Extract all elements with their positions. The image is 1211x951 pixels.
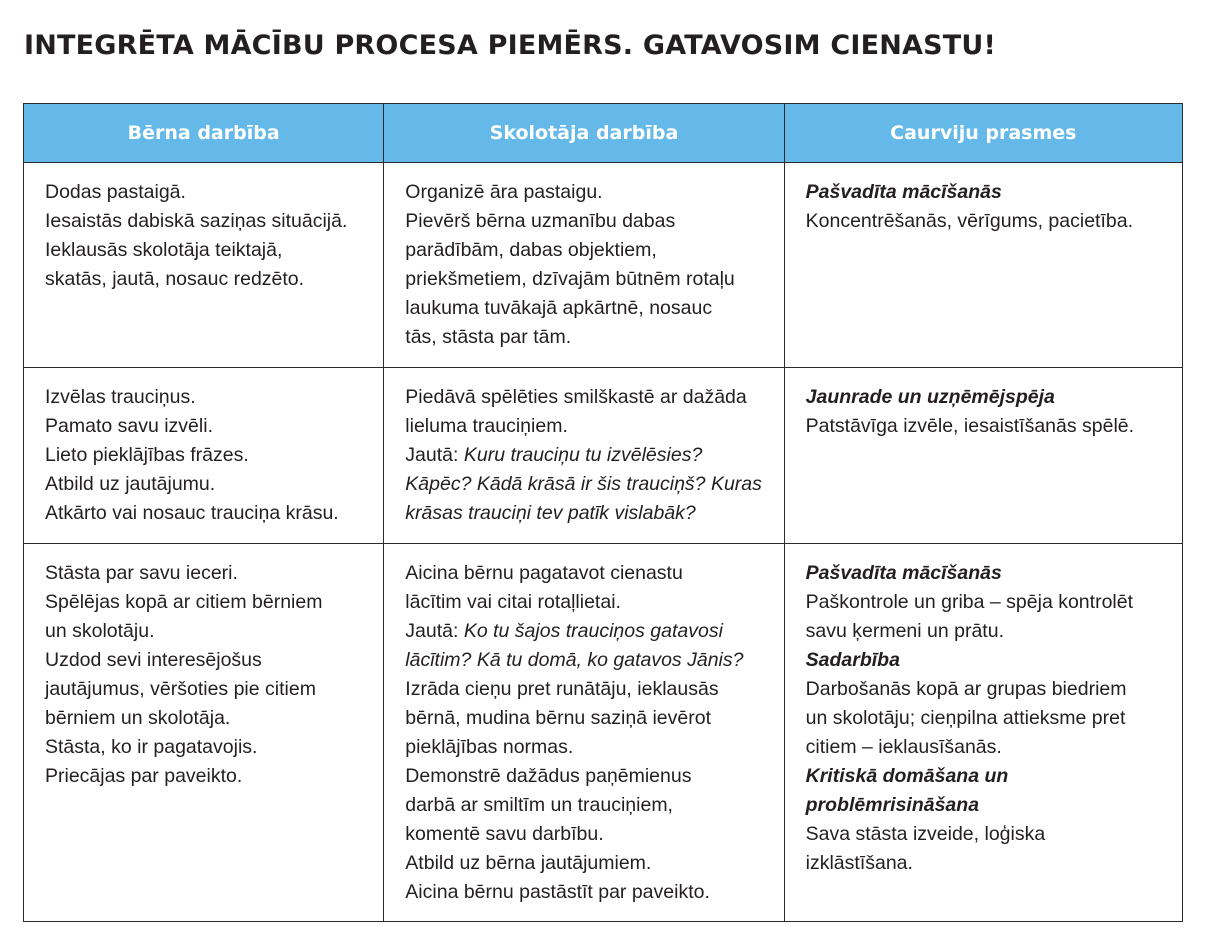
question-text: Kuru trauciņu tu izvēlēsies? [463, 444, 703, 466]
skill-heading: Kritiskā domāšana un [805, 765, 1009, 787]
text-line: Iesaistās dabiskā saziņas situācijā. [45, 210, 348, 232]
skill-heading: Sadarbība [805, 649, 900, 671]
text-line: Uzdod sevi interesējošus [45, 649, 262, 671]
table-header-row [24, 104, 1183, 163]
text-line: Atbild uz jautājumu. [45, 473, 216, 495]
skill-heading: problēmrisināšana [805, 794, 980, 816]
text-line: Atkārto vai nosauc trauciņa krāsu. [45, 502, 339, 524]
text-line: un skolotāju. [45, 620, 155, 642]
text-line: Spēlējas kopā ar citiem bērniem [45, 591, 323, 613]
text-line: Aicina bērnu pastāstīt par paveikto. [405, 881, 710, 903]
skill-heading: Jaunrade un uzņēmējspēja [805, 386, 1055, 408]
question-prefix: Jautā: [405, 444, 464, 466]
skill-description: citiem – ieklausīšanās. [805, 736, 1002, 758]
skill-description: izklāstīšana. [805, 852, 913, 874]
column-header-transversal-skills: Caurviju prasmes [784, 104, 1182, 163]
skill-description: un skolotāju; cieņpilna attieksme pret [805, 707, 1126, 729]
teacher-activity-cell [384, 163, 784, 368]
text-line: tās, stāsta par tām. [405, 326, 572, 348]
teacher-activity-cell [384, 544, 784, 922]
question-text: Kāpēc? Kādā krāsā ir šis trauciņš? Kuras [405, 473, 762, 495]
skill-heading: Pašvadīta mācīšanās [805, 181, 1002, 203]
text-line: Izrāda cieņu pret runātāju, ieklausās [405, 678, 719, 700]
skill-description: Koncentrēšanās, vērīgums, pacietība. [805, 210, 1133, 232]
text-line: bērniem un skolotāja. [45, 707, 231, 729]
text-line: Lieto pieklājības frāzes. [45, 444, 249, 466]
text-line: skatās, jautā, nosauc redzēto. [45, 268, 305, 290]
skill-description: Paškontrole un griba – spēja kontrolēt [805, 591, 1134, 613]
column-header-teacher-activity: Skolotāja darbība [384, 104, 784, 163]
question-prefix: Jautā: [405, 620, 464, 642]
text-line: lieluma trauciņiem. [405, 415, 568, 437]
text-line: lācītim vai citai rotaļlietai. [405, 591, 621, 613]
question-text: Ko tu šajos trauciņos gatavosi [463, 620, 723, 642]
text-line: Priecājas par paveikto. [45, 765, 243, 787]
child-activity-cell [24, 368, 384, 544]
question-line [405, 617, 773, 646]
text-line: darbā ar smiltīm un trauciņiem, [405, 794, 673, 816]
text-line: bērnā, mudina bērnu saziņā ievērot [405, 707, 711, 729]
page-title: INTEGRĒTA MĀCĪBU PROCESA PIEMĒRS. GATAVOSIM CIENASTU! [24, 30, 997, 61]
question-line [405, 441, 773, 470]
question-text: krāsas trauciņi tev patīk vislabāk? [405, 502, 696, 524]
column-header-child-activity: Bērna darbība [24, 104, 384, 163]
text-line: priekšmetiem, dzīvajām būtnēm rotaļu [405, 268, 735, 290]
skills-cell [784, 163, 1182, 368]
text-line: jautājumus, vēršoties pie citiem [45, 678, 316, 700]
skill-description: Sava stāsta izveide, loģiska [805, 823, 1046, 845]
lesson-table [23, 103, 1183, 922]
skills-cell [784, 544, 1182, 922]
teacher-activity-cell [384, 368, 784, 544]
text-line: Stāsta, ko ir pagatavojis. [45, 736, 258, 758]
text-line: Piedāvā spēlēties smilškastē ar dažāda [405, 386, 747, 408]
text-line: laukuma tuvākajā apkārtnē, nosauc [405, 297, 713, 319]
text-line: pieklājības normas. [405, 736, 574, 758]
skill-description: Darbošanās kopā ar grupas biedriem [805, 678, 1127, 700]
text-line: Izvēlas trauciņus. [45, 386, 196, 408]
skill-heading: Pašvadīta mācīšanās [805, 562, 1002, 584]
table-row [24, 544, 1183, 922]
text-line: komentē savu darbību. [405, 823, 604, 845]
text-line: Demonstrē dažādus paņēmienus [405, 765, 692, 787]
text-line: Pamato savu izvēli. [45, 415, 213, 437]
table-row [24, 163, 1183, 368]
text-line: Stāsta par savu ieceri. [45, 562, 238, 584]
text-line: Ieklausās skolotāja teiktajā, [45, 239, 283, 261]
skill-description: savu ķermeni un prātu. [805, 620, 1004, 642]
skills-cell [784, 368, 1182, 544]
text-line: Dodas pastaigā. [45, 181, 186, 203]
child-activity-cell [24, 544, 384, 922]
table-row [24, 368, 1183, 544]
skill-description: Patstāvīga izvēle, iesaistīšanās spēlē. [805, 415, 1135, 437]
text-line: Aicina bērnu pagatavot cienastu [405, 562, 683, 584]
text-line: Organizē āra pastaigu. [405, 181, 603, 203]
text-line: Pievērš bērna uzmanību dabas [405, 210, 676, 232]
question-text: lācītim? Kā tu domā, ko gatavos Jānis? [405, 649, 744, 671]
text-line: Atbild uz bērna jautājumiem. [405, 852, 652, 874]
text-line: parādībām, dabas objektiem, [405, 239, 657, 261]
child-activity-cell [24, 163, 384, 368]
